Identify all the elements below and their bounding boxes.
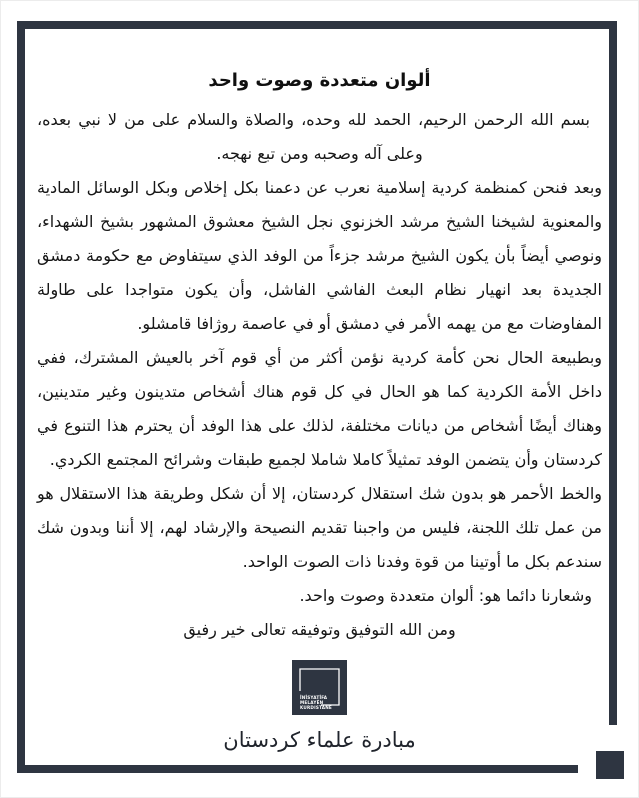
slogan-line: وشعارنا دائما هو: ألوان متعددة وصوت واحد. <box>299 586 592 605</box>
footer <box>0 660 639 755</box>
frame-bottom-bar <box>17 765 578 773</box>
logo-text-line3: KURDISTANÊ <box>300 704 332 710</box>
support-paragraph: وبعد فنحن كمنظمة كردية إسلامية نعرب عن دعمنا بكل إخلاص وبكل الوسائل المادية والمعنوية لشيخنا الشيخ مرشد الخزنوي نجل الشيخ معشوق المشهور بشيخ الشهداء، ونوصي أيضاً بأن يكون الشيخ مرشد جزءاً من الوفد الذي سيتفاوض مع حكومة دمشق الجديدة بعد انهيار نظام البعث الفاشي الفاشل، وأن يكون متواجدا على طاولة المفاوضات مع من يهمه الأمر في دمشق أو في عاصمة روژافا قامشلو. <box>37 178 602 333</box>
closing-line: ومن الله التوفيق وتوفيقه تعالى خير رفيق <box>183 620 456 639</box>
basmala-paragraph: بسم الله الرحمن الرحيم، الحمد لله وحده، والصلاة والسلام على من لا نبي بعده، وعلى آله وصحبه ومن تبع نهجه. <box>37 110 590 163</box>
page-title: ألوان متعددة وصوت واحد <box>208 70 431 91</box>
diversity-paragraph: وبطبيعة الحال نحن كأمة كردية نؤمن أكثر من أي قوم آخر بالعيش المشترك، ففي داخل الأمة الكردية كما هو الحال في كل قوم هناك أشخاص متدينون وغير متدينين، وهناك أيضًا أشخاص من ديانات مختلفة، لذلك على هذا الوفد أن يحترم هذا التنوع في كردستان وأن يتضمن الوفد تمثيلاً كاملا شاملا لجميع طبقات وشرائح المجتمع الكردي. <box>37 348 602 469</box>
frame-top-bar <box>17 21 617 29</box>
logo-text-line1: ÎNÎSYATÎFA <box>300 694 328 700</box>
logo-text-line2: MELAYÊN <box>300 699 324 705</box>
organization-name: مبادرة علماء كردستان <box>223 728 416 752</box>
frame-right-bar <box>609 21 617 725</box>
frame-corner-square <box>596 751 624 779</box>
organization-logo-icon <box>292 660 347 715</box>
letter-body <box>37 70 602 647</box>
redline-paragraph: والخط الأحمر هو بدون شك استقلال كردستان، إلا أن شكل وطريقة هذا الاستقلال هو من عمل تلك اللجنة، فليس من واجبنا تقديم النصيحة والإرشاد لهم، إلا أننا وبدون شك سندعم بكل ما أوتينا من قوة وفدنا ذات الصوت الواحد. <box>37 484 602 571</box>
